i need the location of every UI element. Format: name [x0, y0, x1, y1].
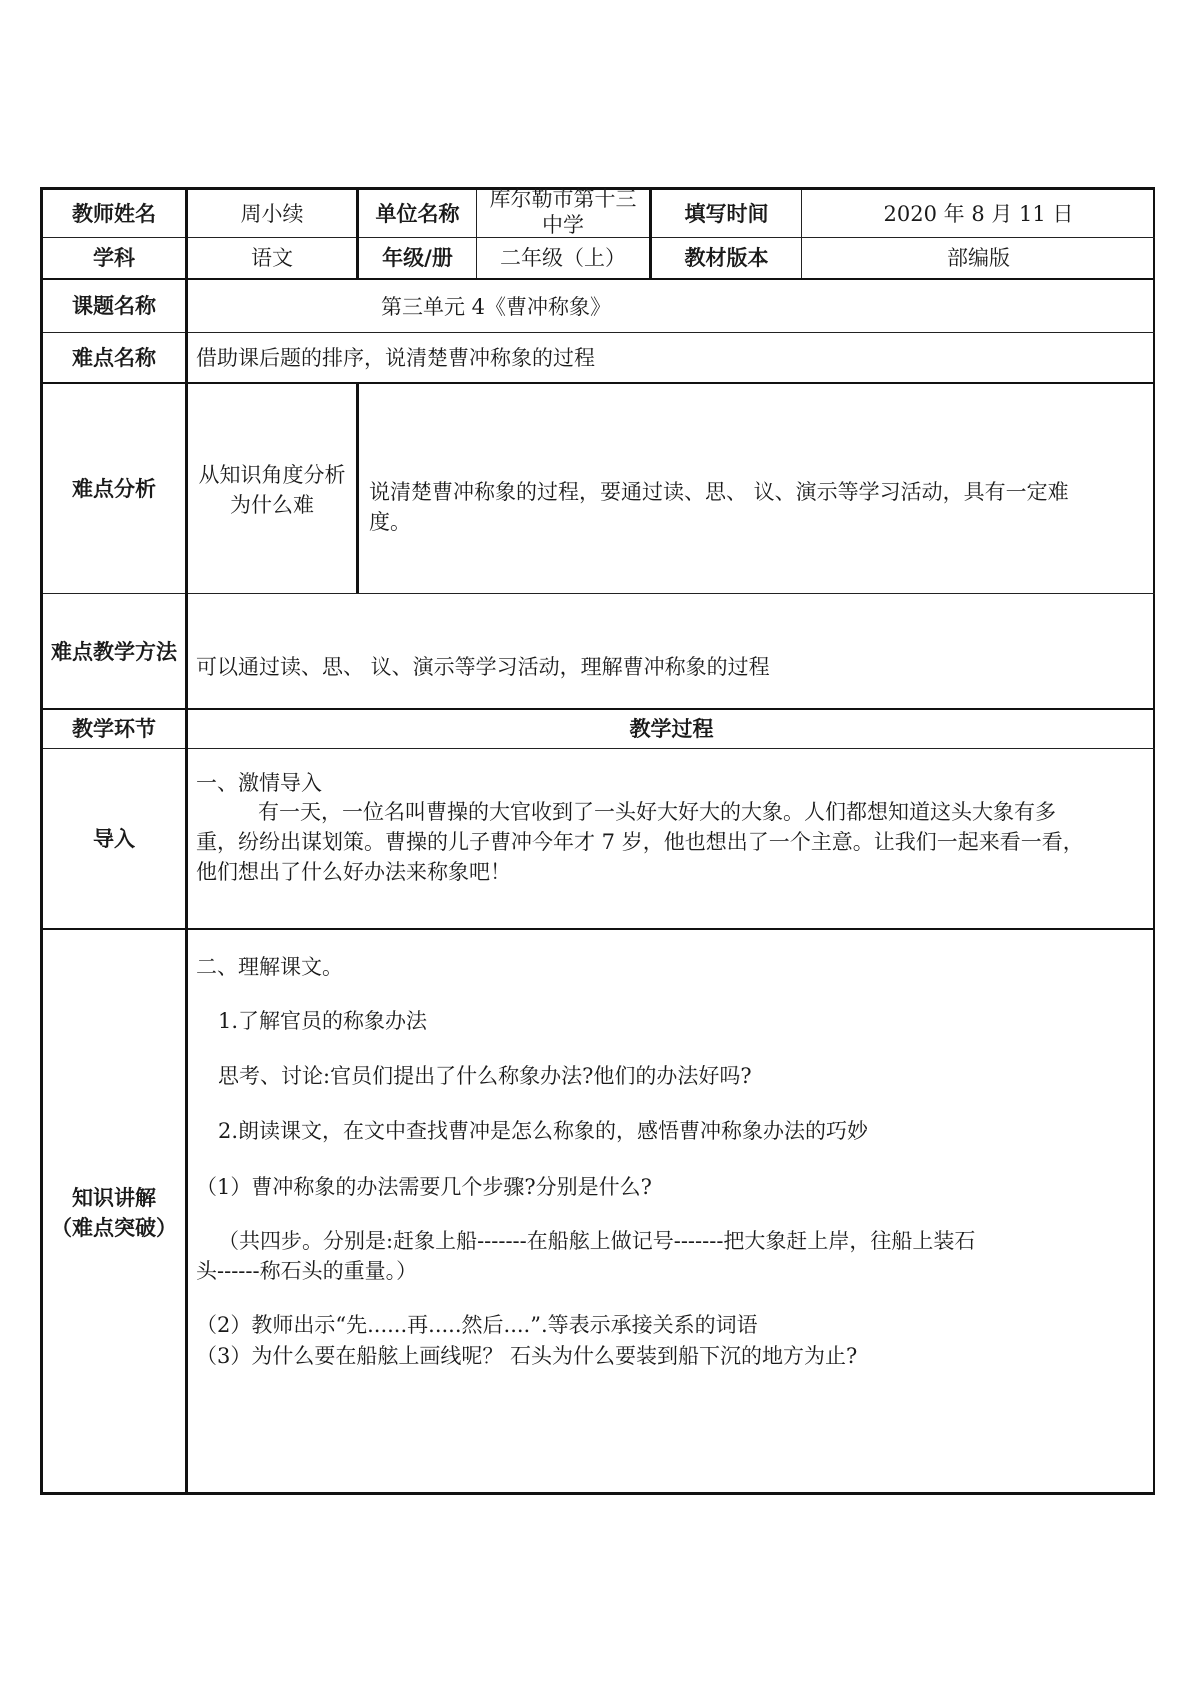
- intro-label: 导入: [93, 826, 135, 851]
- teaching-process-header: 教学过程: [629, 717, 714, 741]
- edition-value: 部编版: [947, 246, 1010, 270]
- intro-line-3: 他们想出了什么好办法来称象吧！: [196, 860, 511, 884]
- intro-line-1: 有一天，一位名叫曹操的大官收到了一头好大好大的大象。人们都想知道这头大象有多: [258, 800, 1056, 824]
- row-divider: [43, 748, 1155, 749]
- subject-label: 学科: [93, 246, 135, 270]
- analysis-label: 难点分析: [72, 476, 156, 501]
- intro-title: 一、激情导入: [196, 771, 322, 795]
- knowledge-question-2: （2）教师出示“先......再.....然后....”.等表示承接关系的词语: [196, 1313, 758, 1337]
- difficulty-label: 难点名称: [72, 345, 156, 370]
- analysis-text-line-2: 度。: [369, 510, 411, 534]
- row-divider: [43, 332, 1155, 333]
- teaching-stage-header: 教学环节: [72, 717, 156, 741]
- analysis-subheading-line-1: 从知识角度分析: [198, 463, 346, 487]
- difficulty-value: 借助课后题的排序，说清楚曹冲称象的过程: [196, 346, 595, 370]
- knowledge-answer-1-line-2: 头------称石头的重量。）: [196, 1259, 418, 1283]
- column-divider: [356, 382, 359, 593]
- grade-label: 年级/册: [382, 246, 453, 270]
- knowledge-question-1: （1）曹冲称象的办法需要几个步骤?分别是什么?: [196, 1175, 652, 1199]
- unit-name-line-1: 库尔勒市第十三: [489, 187, 637, 211]
- edition-label: 教材版本: [684, 246, 769, 270]
- analysis-subheading-line-2: 为什么难: [230, 493, 314, 517]
- knowledge-answer-1-line-1: （共四步。分别是:赶象上船-------在船舷上做记号-------把大象赶上岸，往船上装石: [218, 1229, 976, 1253]
- lesson-plan-table: [40, 187, 1155, 1495]
- analysis-subheading: [188, 384, 356, 593]
- unit-name-value: [477, 186, 649, 238]
- knowledge-item-2: 2.朗读课文，在文中查找曹冲是怎么称象的，感悟曹冲称象办法的巧妙: [218, 1119, 869, 1143]
- knowledge-item-1: 1.了解官员的称象办法: [218, 1009, 428, 1033]
- intro-line-2: 重，纷纷出谋划策。曹操的儿子曹冲今年才 7 岁，他也想出了一个主意。让我们一起来看一看，: [196, 830, 1084, 854]
- method-value: 可以通过读、思、 议、演示等学习活动，理解曹冲称象的过程: [196, 655, 770, 679]
- knowledge-question-3: （3）为什么要在船舷上画线呢？ 石头为什么要装到船下沉的地方为止?: [196, 1344, 858, 1368]
- row-divider: [43, 593, 1155, 594]
- grade-value: 二年级（上）: [500, 246, 626, 270]
- teacher-name-value: 周小续: [240, 201, 304, 226]
- fill-date-label: 填写时间: [684, 201, 769, 226]
- method-label: 难点教学方法: [51, 639, 177, 664]
- knowledge-item-1-question: 思考、讨论:官员们提出了什么称象办法?他们的办法好吗?: [218, 1064, 752, 1088]
- knowledge-label: [43, 930, 185, 1495]
- topic-value: 第三单元 4《曹冲称象》: [381, 295, 612, 319]
- knowledge-title: 二、理解课文。: [196, 955, 343, 979]
- fill-date-value: 2020 年 8 月 11 日: [883, 201, 1074, 226]
- knowledge-label-line-1: 知识讲解: [72, 1185, 156, 1210]
- knowledge-label-line-2: （难点突破）: [51, 1215, 177, 1240]
- teacher-name-label: 教师姓名: [72, 201, 156, 226]
- row-divider: [43, 928, 1155, 930]
- unit-name-label: 单位名称: [375, 201, 460, 226]
- row-divider: [43, 278, 1155, 280]
- subject-value: 语文: [251, 246, 293, 270]
- analysis-text-line-1: 说清楚曹冲称象的过程，要通过读、思、 议、演示等学习活动，具有一定难: [369, 480, 1069, 504]
- unit-name-line-2: 中学: [542, 213, 584, 237]
- topic-label: 课题名称: [72, 294, 156, 318]
